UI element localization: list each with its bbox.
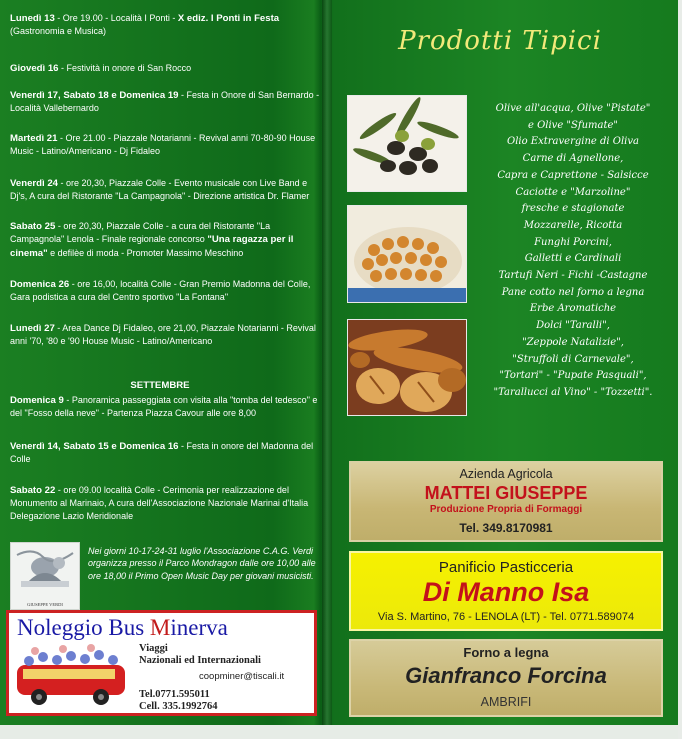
product-item: Pane cotto nel forno a legna [501, 286, 645, 298]
prodotti-tipici-title: Prodotti Tipici [398, 26, 602, 56]
olives-image [348, 96, 467, 192]
verdi-note: Nei giorni 10-17-24-31 luglio l'Associazione C.A.G. Verdi organizza presso il Parco Mondragon dalle ore 10,00 alle ore 18,00 il Primo Open Music Day per giovani musicisti. [88, 546, 316, 581]
product-item: Tartufi Neri - Fichi -Castagne [498, 270, 648, 282]
event-item: Venerdì 24 - ore 20,30, Piazzale Colle - Evento musicale con Live Band e Dj's, A cura del Ristorante "La Campagnola" - Direzione artistica Dr. Flamer [10, 178, 310, 202]
bus-ad-email[interactable]: coopminer@tiscali.it [199, 671, 285, 682]
event-item: Lunedì 27 - Area Dance Dj Fidaleo, ore 21,00, Piazzale Notarianni - Revival anni '70, '80 e '90 House Music - Latino/Americano [10, 323, 316, 347]
event-item: Giovedì 16 - Festività in onore di San Rocco [10, 63, 192, 74]
product-item: Funghi Porcini, [534, 236, 612, 248]
taralli-image [348, 206, 467, 303]
ad3-name: Gianfranco Forcina [405, 663, 607, 688]
bus-rental-ad [6, 610, 317, 716]
event-item: Sabato 22 - ore 09.00 località Colle - Cerimonia per realizzazione del Monumento al Marinaio, A cura dell'Associazione Nazionale Marinai d'Italia Delegazione Lazio Meridionale [10, 485, 309, 521]
product-item: Olive all'acqua, Olive "Pistate" [495, 103, 651, 114]
paper-edge-bottom [0, 725, 682, 739]
product-item: "Tortari" - "Pupate Pasquali", [499, 370, 647, 382]
ad1-name: MATTEI GIUSEPPE [424, 483, 588, 503]
ad3-location: AMBRIFI [480, 695, 532, 709]
event-item: Sabato 25 - ore 20,30, Piazzale Colle - a cura del Ristorante "La Campagnola" Lenola - Finale regionale concorso "Una ragazza per il cinema" e defilèe di moda - Promoter Massimo Meschino [10, 221, 294, 259]
olives-photo [347, 95, 467, 192]
product-item: Carne di Agnellone, [522, 153, 624, 165]
verdi-portrait-icon [13, 545, 77, 597]
bread-image [348, 320, 467, 416]
event-item: Lunedì 13 - Ore 19.00 - Località I Ponti - X ediz. I Ponti in Festa (Gastronomia e Musica) [10, 13, 280, 37]
ad-panificio [349, 551, 663, 631]
product-item: Olio Extravergine di Oliva [507, 136, 639, 148]
products-list [468, 101, 678, 402]
event-item: Domenica 9 - Panoramica passeggiata con visita alla "tomba del tedesco" e del "Fosso della neve" - Partenza Piazza Cavour alle ore 8,00 [10, 395, 318, 419]
ad-azienda-agricola [349, 461, 663, 542]
product-item: Galletti e Cardinali [524, 253, 622, 265]
taralli-photo [347, 205, 467, 303]
bus-icon [13, 643, 133, 711]
product-item: e Olive "Sfumate" [527, 119, 618, 131]
paper-edge-right [678, 0, 682, 739]
product-item: fresche e stagionate [521, 203, 625, 215]
verdi-association-logo [10, 542, 80, 610]
ad2-name: Di Manno Isa [422, 577, 590, 607]
ad2-address: Via S. Martino, 76 - LENOLA (LT) - Tel. 0771.589074 [377, 611, 635, 623]
product-item: Capra e Caprettone - Salsicce [497, 169, 649, 181]
event-item: Domenica 26 - ore 16,00, località Colle - Gran Premio Madonna del Colle, Gara podistica a cura del Centro sportivo "La Fontana" [10, 279, 311, 303]
verdi-caption: GIUSEPPE VERDI [27, 602, 63, 607]
event-item: Venerdì 14, Sabato 15 e Domenica 16 - Festa in onore del Madonna del Colle [10, 441, 314, 465]
bus-ad-phones: Tel.0771.595011 Cell. 335.1992764 [139, 689, 218, 712]
month-heading-settembre: SETTEMBRE [130, 380, 190, 391]
ad1-line3: Produzione Propria di Formaggi [429, 504, 583, 515]
bread-photo [347, 319, 467, 416]
ad2-line1: Panificio Pasticceria [438, 559, 574, 576]
product-item: Mozzarelle, Ricotta [523, 219, 623, 231]
event-item: Venerdì 17, Sabato 18 e Domenica 19 - Festa in Onore di San Bernardo - Località Vallebernardo [10, 90, 320, 114]
ad1-phone: Tel. 349.8170981 [459, 521, 553, 535]
ad1-line1: Azienda Agricola [459, 467, 553, 481]
fold-line [322, 0, 332, 739]
bus-ad-subtitle: Viaggi Nazionali ed Internazionali [139, 643, 261, 666]
product-item: Caciotte e "Marzoline" [515, 186, 631, 198]
product-item: "Struffoli di Carnevale", [512, 353, 634, 365]
ad3-line1: Forno a legna [463, 645, 549, 660]
product-item: Dolci "Taralli", [536, 320, 610, 332]
product-item: Erbe Aromatiche [529, 303, 617, 315]
product-item: "Zeppole Natalizie", [522, 336, 624, 348]
ad-forno-a-legna [349, 639, 663, 717]
product-item: "Tarallucci al Vino" - "Tozzetti". [493, 386, 653, 398]
bus-ad-title: Noleggio Bus Minerva [17, 615, 228, 640]
event-item: Martedì 21 - Ore 21.00 - Piazzale Notarianni - Revival anni 70-80-90 House Music - Latino/Americano - Dj Fidaleo [10, 133, 316, 157]
